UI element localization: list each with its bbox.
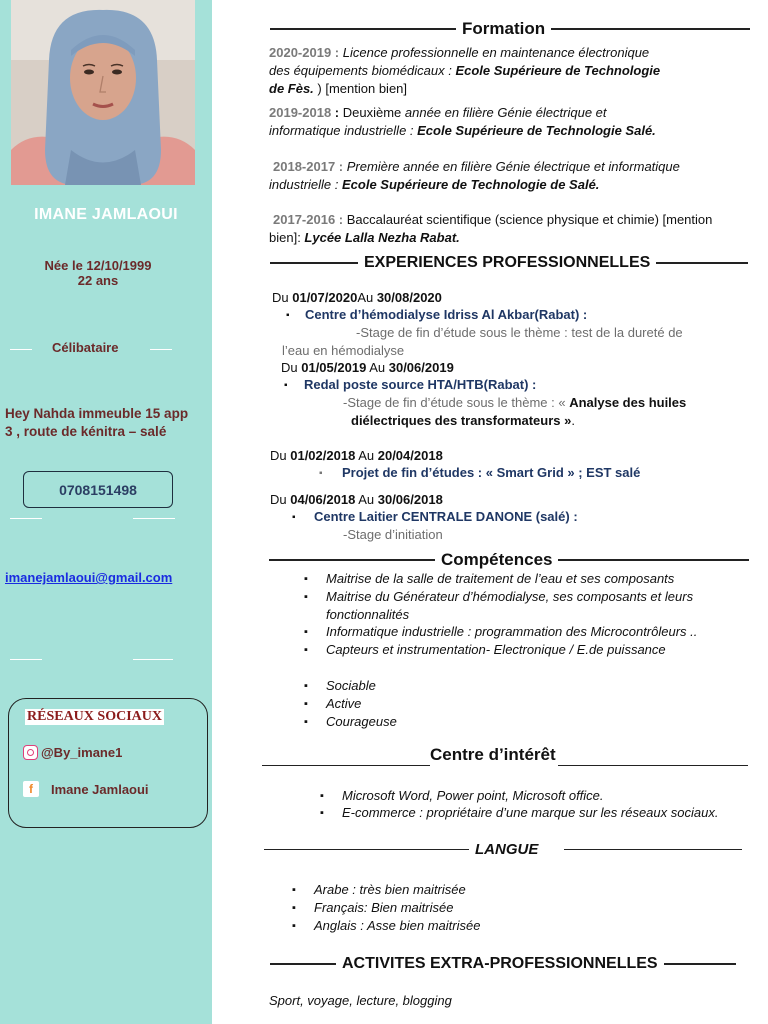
soft-skill-item: ▪ Active	[326, 695, 361, 713]
divider-line	[150, 349, 172, 350]
date-to: 30/06/2018	[377, 492, 443, 507]
instagram-row[interactable]	[23, 745, 122, 760]
formation-text: Baccalauréat scientifique (science physique et chimie) [mention	[343, 212, 713, 227]
section-formation-header	[270, 19, 750, 39]
desc-part: Analyse des huiles	[569, 395, 687, 410]
header-rule	[262, 765, 430, 767]
formation-text: Licence professionnelle en maintenance électronique	[339, 45, 650, 60]
formation-school: Ecole Supérieure de Technologie	[455, 63, 661, 78]
section-experiences-header	[270, 254, 748, 272]
section-title: LANGUE	[475, 841, 539, 858]
bullet-marker: ▪	[292, 512, 296, 523]
header-rule	[558, 559, 749, 561]
formation-entry	[269, 44, 749, 98]
formation-date: 2018-2017 :	[273, 159, 344, 174]
marital-status: Célibataire	[52, 340, 119, 355]
header-rule	[269, 559, 435, 561]
date-prefix: Du	[281, 360, 302, 375]
desc-part: .	[571, 413, 575, 428]
date-prefix: Du	[272, 290, 293, 305]
header-rule	[558, 765, 748, 767]
divider-line	[133, 659, 173, 660]
section-title: Formation	[462, 19, 546, 38]
interest-item: ▪ Microsoft Word, Power point, Microsoft office.	[342, 787, 604, 805]
experience-org: Centre Laitier CENTRALE DANONE (salé) :	[314, 509, 578, 524]
formation-date: 2020-2019 :	[269, 45, 340, 60]
formation-entry	[269, 211, 759, 247]
facebook-name: Imane Jamlaoui	[51, 781, 149, 797]
section-competences-header	[269, 550, 749, 570]
formation-text: industrielle :	[269, 177, 342, 192]
instagram-handle: @By_imane1	[41, 745, 123, 760]
header-rule	[564, 849, 742, 851]
competence-item: ▪ Maitrise du Générateur d’hémodialyse, ses composants et leurs	[326, 588, 693, 606]
section-title: Centre d’intérêt	[430, 745, 556, 764]
header-rule	[270, 28, 456, 30]
experience-desc	[343, 394, 686, 412]
age: 22 ans	[77, 273, 119, 288]
experience-dates	[281, 359, 454, 377]
desc-part: diélectriques des transformateurs »	[351, 413, 572, 428]
experience-dates	[270, 447, 443, 465]
portrait-image	[11, 0, 195, 185]
header-rule	[656, 262, 748, 264]
social-networks-title: RÉSEAUX SOCIAUX	[27, 709, 162, 724]
formation-text: :	[331, 105, 343, 120]
experience-desc	[351, 412, 575, 430]
formation-school: Ecole Supérieure de Technologie de Salé.	[341, 177, 600, 192]
language-item: ▪ Anglais : Asse bien maitrisée	[314, 917, 480, 935]
formation-school: de Fès.	[269, 81, 314, 96]
interest-item: ▪ E-commerce : propriétaire d’une marque sur les réseaux sociaux.	[342, 804, 718, 822]
date-prefix: Du	[270, 492, 291, 507]
candidate-name: IMANE JAMLAOUI	[34, 206, 178, 223]
experience-org: Redal poste source HTA/HTB(Rabat) :	[304, 377, 537, 392]
social-networks-box	[8, 698, 208, 828]
experience-dates	[270, 491, 443, 509]
experience-org: Projet de fin d’études : « Smart Grid » ; EST salé	[342, 465, 641, 480]
formation-school: Lycée Lalla Nezha Rabat.	[304, 230, 460, 245]
date-sep: Au	[366, 360, 389, 375]
formation-text: année en filière Génie électrique et	[404, 105, 607, 120]
date-sep: Au	[355, 492, 378, 507]
divider-line	[10, 518, 42, 519]
date-from: 01/07/2020	[292, 290, 358, 305]
formation-text: des équipements biomédicaux :	[269, 63, 456, 78]
divider-line	[133, 518, 175, 519]
divider-line	[10, 659, 42, 660]
header-rule	[551, 28, 750, 30]
formation-text: informatique industrielle :	[269, 123, 418, 138]
experience-dates	[272, 289, 442, 307]
instagram-icon	[23, 745, 38, 760]
soft-skill-item: ▪ Sociable	[326, 677, 376, 695]
address	[5, 405, 211, 441]
section-title: Compétences	[441, 550, 553, 569]
header-rule	[264, 849, 469, 851]
activities-text: Sport, voyage, lecture, blogging	[269, 993, 452, 1008]
facebook-icon: f	[23, 781, 39, 797]
header-rule	[270, 963, 336, 965]
date-to: 20/04/2018	[377, 448, 443, 463]
birth-info	[28, 258, 168, 288]
language-item: ▪ Français: Bien maitrisée	[314, 899, 453, 917]
section-title: EXPERIENCES PROFESSIONNELLES	[364, 254, 651, 271]
competence-item-cont: fonctionnalités	[326, 607, 410, 622]
section-activites-header	[270, 955, 736, 973]
address-line: Hey Nahda immeuble 15 app	[5, 406, 189, 421]
section-title: ACTIVITES EXTRA-PROFESSIONNELLES	[342, 955, 658, 972]
section-langue-header	[264, 841, 742, 858]
formation-text: Première année en filière Génie électrique et informatique	[343, 159, 680, 174]
profile-photo	[11, 0, 195, 185]
experience-desc: l’eau en hémodialyse	[282, 343, 405, 358]
experience-org: Centre d’hémodialyse Idriss Al Akbar(Rabat) :	[305, 307, 588, 322]
facebook-row[interactable]	[23, 781, 149, 797]
experience-desc: -Stage de fin d’étude sous le thème : test de la dureté de	[356, 325, 683, 340]
formation-note: ) [mention bien]	[313, 81, 408, 96]
competence-item: ▪ Capteurs et instrumentation- Electronique / E.de puissance	[326, 641, 666, 659]
date-from: 04/06/2018	[290, 492, 356, 507]
formation-entry	[269, 104, 749, 140]
section-interets-header	[262, 745, 748, 765]
date-to: 30/06/2019	[388, 360, 454, 375]
soft-skill-item: ▪ Courageuse	[326, 713, 397, 731]
formation-text: Deuxième	[342, 105, 405, 120]
formation-school: Ecole Supérieure de Technologie Salé.	[417, 123, 656, 138]
sidebar	[0, 0, 212, 1024]
date-sep: Au	[357, 290, 377, 305]
phone-number[interactable]: 0708151498	[23, 471, 173, 508]
desc-part: -Stage de fin d’étude sous le thème : «	[343, 395, 570, 410]
competence-item: ▪ Maitrise de la salle de traitement de l’eau et ses composants	[326, 570, 674, 588]
bullet-marker: ▪	[319, 468, 323, 479]
formation-text: bien]:	[269, 230, 305, 245]
language-item: ▪ Arabe : très bien maitrisée	[314, 881, 466, 899]
formation-date: 2019-2018	[269, 105, 332, 120]
date-to: 30/08/2020	[376, 290, 442, 305]
header-rule	[270, 262, 358, 264]
address-line: 3 , route de kénitra – salé	[5, 424, 167, 439]
bullet-marker: ▪	[284, 380, 288, 391]
competence-item: ▪ Informatique industrielle : programmation des Microcontrôleurs ..	[326, 623, 697, 641]
date-from: 01/05/2019	[301, 360, 367, 375]
date-from: 01/02/2018	[290, 448, 356, 463]
header-rule	[664, 963, 736, 965]
email-link[interactable]: imanejamlaoui@gmail.com	[5, 570, 173, 585]
date-prefix: Du	[270, 448, 291, 463]
bullet-marker: ▪	[286, 310, 290, 321]
birth-date: Née le 12/10/1999	[44, 258, 152, 273]
divider-line	[10, 349, 32, 350]
formation-entry	[269, 158, 753, 194]
formation-date: 2017-2016 :	[273, 212, 344, 227]
experience-desc: -Stage d’initiation	[343, 527, 443, 542]
date-sep: Au	[355, 448, 378, 463]
